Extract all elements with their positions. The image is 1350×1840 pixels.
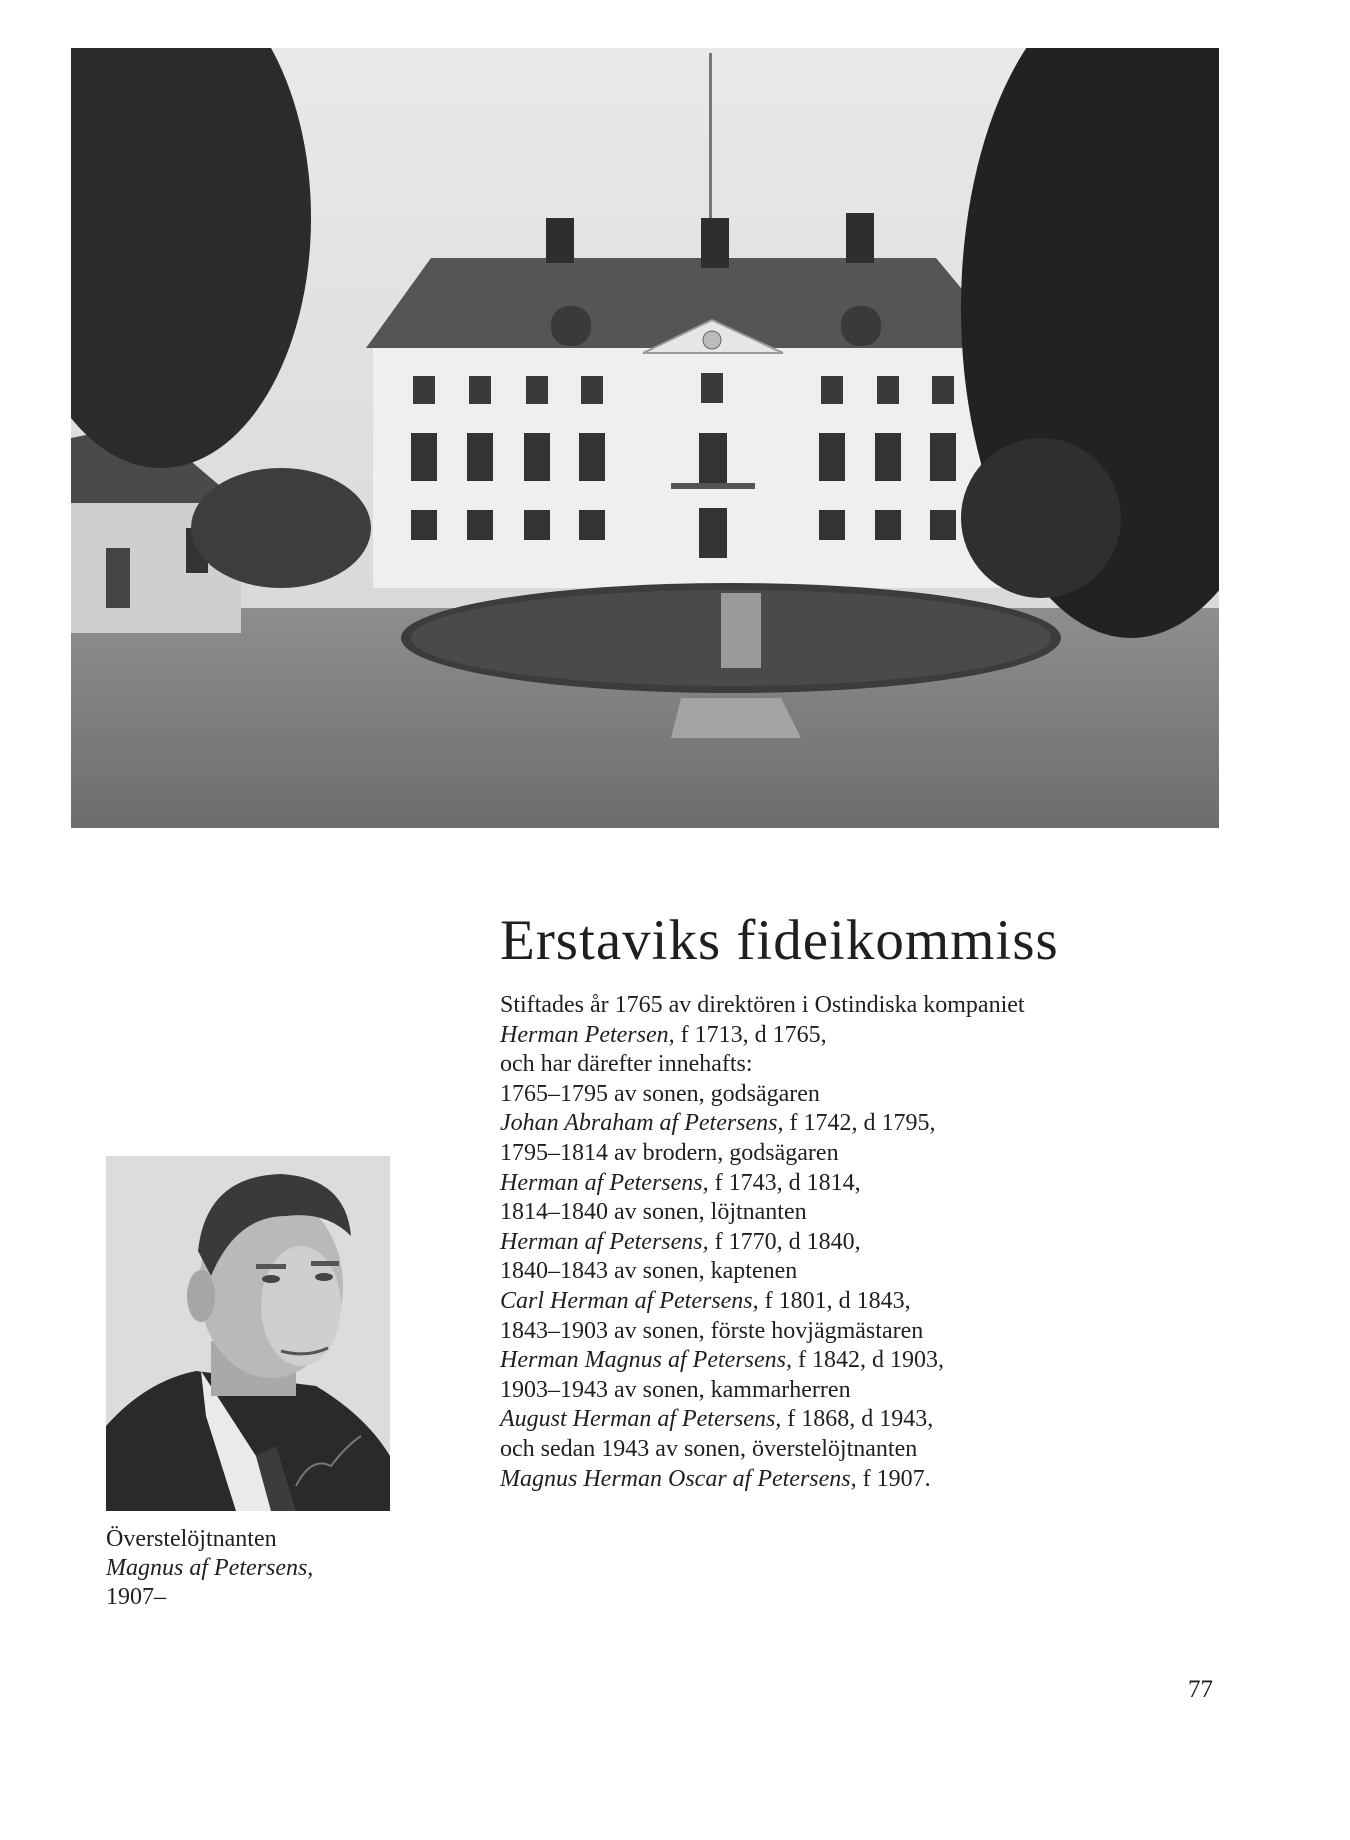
portrait-photo <box>106 1156 390 1511</box>
person-name: Carl Herman af Petersens, <box>500 1287 759 1314</box>
history-line: Herman af Petersens, f 1743, d 1814, <box>500 1169 861 1196</box>
manor-house-illustration <box>71 48 1219 828</box>
history-line: 1765–1795 av sonen, godsägaren <box>500 1080 820 1107</box>
history-line: och har därefter innehafts: <box>500 1051 753 1078</box>
person-name: Herman Petersen, <box>500 1021 675 1048</box>
person-name: Johan Abraham af Petersens, <box>500 1110 784 1137</box>
manor-house-photo <box>71 48 1219 828</box>
history-line: Herman Petersen, f 1713, d 1765, <box>500 1021 827 1048</box>
history-line: 1814–1840 av sonen, löjtnanten <box>500 1199 807 1226</box>
history-line: Magnus Herman Oscar af Petersens, f 1907. <box>500 1465 931 1492</box>
person-name: Herman Magnus af Petersens, <box>500 1347 792 1374</box>
person-name: August Herman af Petersens, <box>500 1406 782 1433</box>
history-line: 1840–1843 av sonen, kaptenen <box>500 1258 798 1285</box>
page-title: Erstaviks fideikommiss <box>500 909 1059 972</box>
person-name: Magnus Herman Oscar af Petersens, <box>500 1465 857 1492</box>
history-line: Stiftades år 1765 av direktören i Ostindiska kompaniet <box>500 992 1025 1018</box>
history-line: 1903–1943 av sonen, kammarherren <box>500 1376 851 1403</box>
history-line: Carl Herman af Petersens, f 1801, d 1843, <box>500 1287 911 1314</box>
caption-years: 1907– <box>106 1584 166 1610</box>
history-line: 1795–1814 av brodern, godsägaren <box>500 1139 839 1166</box>
page-number: 77 <box>1188 1676 1213 1703</box>
portrait-illustration <box>106 1156 390 1511</box>
history-line: 1843–1903 av sonen, förste hovjägmästaren <box>500 1317 924 1344</box>
person-name: Herman af Petersens, <box>500 1169 709 1196</box>
history-line: och sedan 1943 av sonen, överstelöjtnanten <box>500 1435 918 1462</box>
person-name: Herman af Petersens, <box>500 1228 709 1255</box>
history-line: Herman Magnus af Petersens, f 1842, d 1903, <box>500 1347 944 1374</box>
caption-title: Överstelöjtnanten <box>106 1526 277 1552</box>
portrait-caption <box>106 1525 313 1612</box>
history-line: Herman af Petersens, f 1770, d 1840, <box>500 1228 861 1255</box>
caption-name: Magnus af Petersens, <box>106 1555 314 1581</box>
history-line: Johan Abraham af Petersens, f 1742, d 1795, <box>500 1110 936 1137</box>
history-text <box>500 991 1200 1494</box>
history-line: August Herman af Petersens, f 1868, d 1943, <box>500 1406 934 1433</box>
